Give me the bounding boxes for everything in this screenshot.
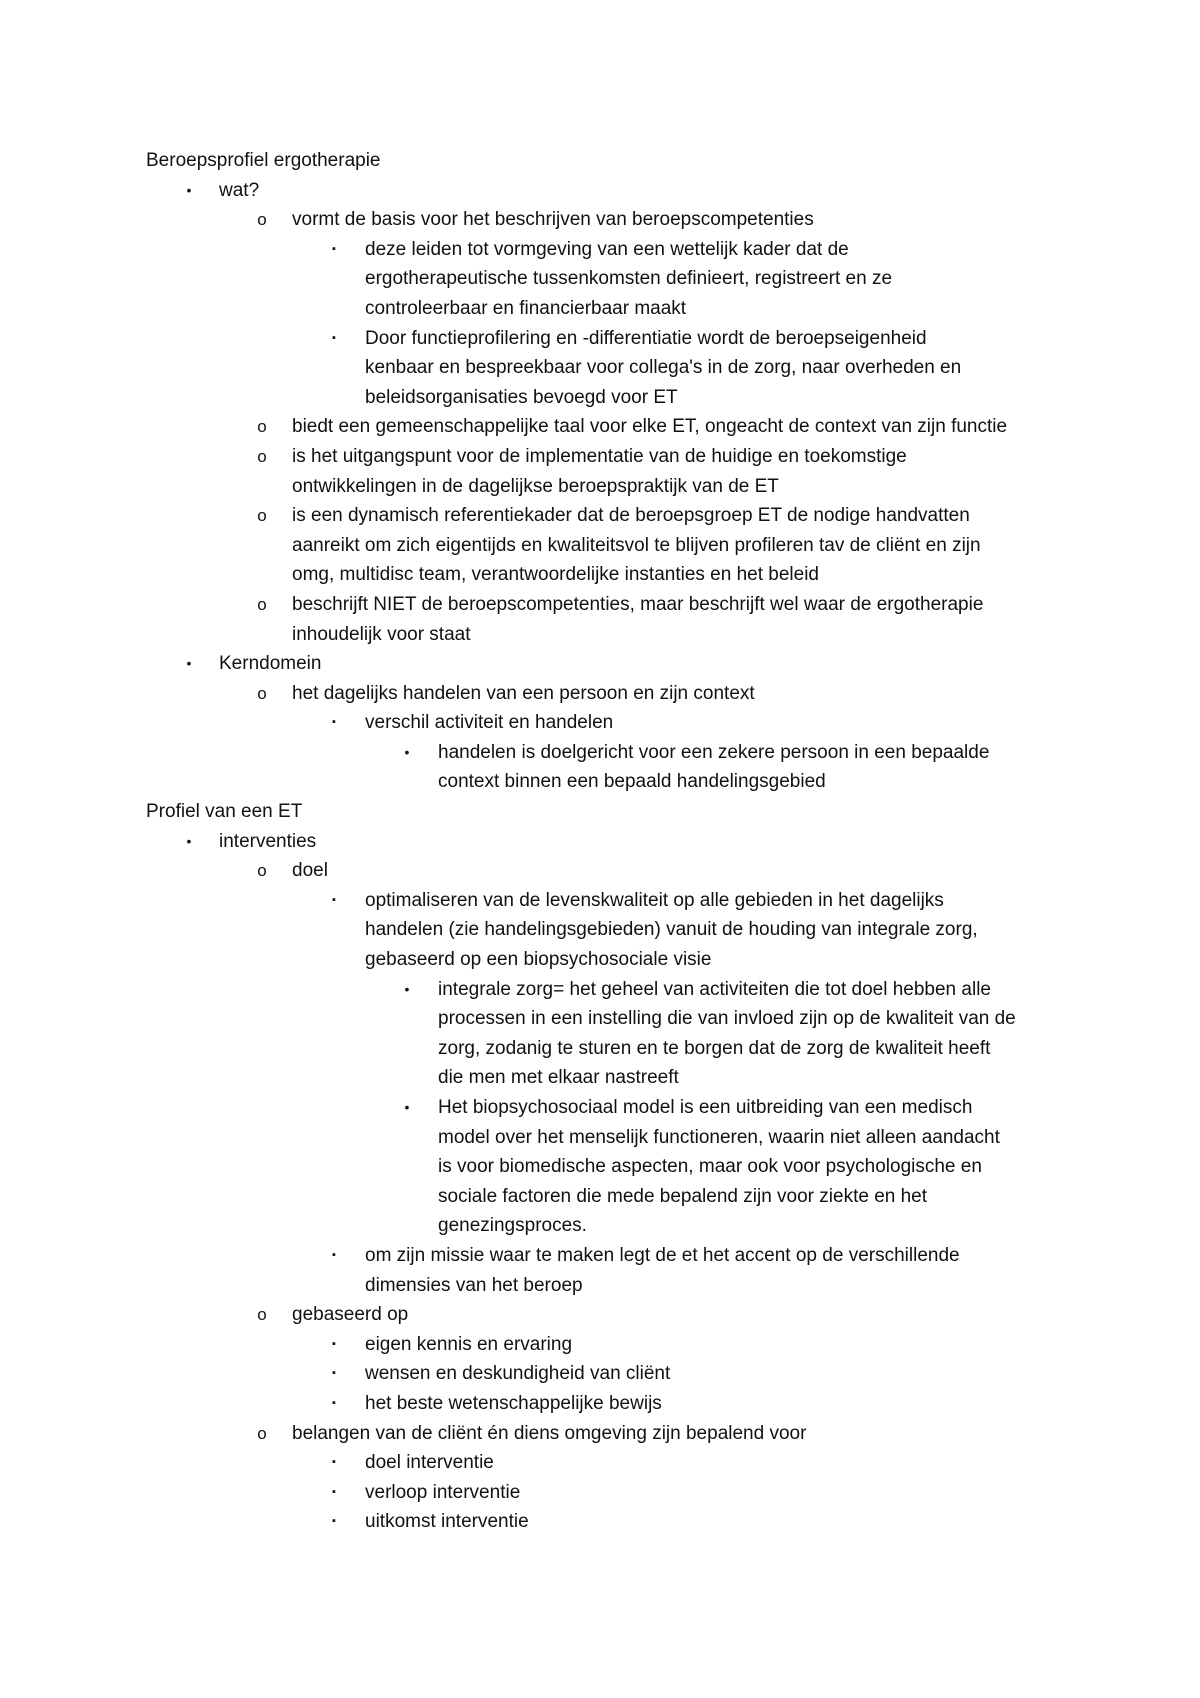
list-item: ▪ eigen kennis en ervaring — [146, 1330, 1076, 1360]
list-item-continuation: processen in een instelling die van invloed zijn op de kwaliteit van de — [438, 1008, 1016, 1030]
list-item: • interventies — [146, 827, 1076, 857]
list-item: o is een dynamisch referentiekader dat de beroepsgroep ET de nodige handvatten — [146, 501, 1076, 531]
list-item: • Kerndomein — [146, 649, 1076, 679]
list-item-continuation: controleerbaar en financierbaar maakt — [365, 297, 687, 319]
document-content — [146, 146, 1076, 1537]
list-item: • wat? — [146, 176, 1076, 206]
list-item-continuation: model over het menselijk functioneren, waarin niet alleen aandacht — [438, 1126, 1000, 1148]
bullet-circle: o — [257, 210, 267, 230]
list-item-continuation: die men met elkaar nastreeft — [438, 1067, 679, 1089]
list-item: o gebaseerd op — [146, 1300, 1076, 1330]
list-item: o vormt de basis voor het beschrijven van beroepscompetenties — [146, 205, 1076, 235]
list-item-continuation: is voor biomedische aspecten, maar ook voor psychologische en — [438, 1156, 982, 1178]
list-item: ▪ deze leiden tot vormgeving van een wettelijk kader dat de — [146, 235, 1076, 265]
list-item: o beschrijft NIET de beroepscompetenties, maar beschrijft wel waar de ergotherapie — [146, 590, 1076, 620]
list-item: ▪ het beste wetenschappelijke bewijs — [146, 1389, 1076, 1419]
bullet-square: ▪ — [332, 1485, 336, 1498]
list-item-continuation: inhoudelijk voor staat — [292, 623, 471, 645]
bullet-circle: o — [257, 594, 267, 614]
list-item-continuation: ergotherapeutische tussenkomsten definieert, registreert en ze — [365, 268, 893, 290]
list-item-continuation: zorg, zodanig te sturen en te borgen dat de zorg de kwaliteit heeft — [438, 1037, 991, 1059]
bullet-square: ▪ — [332, 331, 336, 344]
bullet-square: ▪ — [332, 1367, 336, 1380]
list-item: ▪ om zijn missie waar te maken legt de et het accent op de verschillende — [146, 1241, 1076, 1271]
list-item: ▪ Door functieprofilering en -differentiatie wordt de beroepseigenheid — [146, 324, 1076, 354]
bullet-circle: o — [257, 683, 267, 703]
list-item-continuation: kenbaar en bespreekbaar voor collega's in de zorg, naar overheden en — [365, 357, 962, 379]
list-item-continuation: omg, multidisc team, verantwoordelijke instanties en het beleid — [292, 564, 819, 586]
list-item: ▪ uitkomst interventie — [146, 1507, 1076, 1537]
list-item: • handelen is doelgericht voor een zekere persoon in een bepaalde — [146, 738, 1076, 768]
title-text: Beroepsprofiel ergotherapie — [146, 150, 381, 171]
bullet-circle: o — [257, 506, 267, 526]
bullet-square: ▪ — [332, 1337, 336, 1350]
bullet-square: ▪ — [332, 1515, 336, 1528]
section-heading: Profiel van een ET — [146, 801, 303, 823]
bullet-dot: • — [404, 1099, 410, 1115]
bullet-circle: o — [257, 861, 267, 881]
bullet-dot: • — [186, 655, 192, 672]
list-item: ▪ verloop interventie — [146, 1478, 1076, 1508]
list-item-continuation: sociale factoren die mede bepalend zijn voor ziekte en het — [438, 1185, 928, 1207]
list-item: o is het uitgangspunt voor de implementatie van de huidige en toekomstige — [146, 442, 1076, 472]
bullet-square: ▪ — [332, 1248, 336, 1261]
bullet-circle: o — [257, 446, 267, 466]
list-item: o het dagelijks handelen van een persoon en zijn context — [146, 679, 1076, 709]
list-item: o belangen van de cliënt én diens omgeving zijn bepalend voor — [146, 1419, 1076, 1449]
bullet-square: ▪ — [332, 716, 336, 729]
bullet-circle: o — [257, 1305, 267, 1325]
bullet-square: ▪ — [332, 1456, 336, 1469]
list-item-continuation: ontwikkelingen in de dagelijkse beroepspraktijk van de ET — [292, 475, 779, 497]
list-item: • integrale zorg= het geheel van activiteiten die tot doel hebben alle — [146, 975, 1076, 1005]
bullet-dot: • — [404, 743, 410, 760]
list-item-continuation: genezingsproces. — [438, 1215, 587, 1237]
list-item: • Het biopsychosociaal model is een uitbreiding van een medisch — [146, 1093, 1076, 1123]
bullet-dot: • — [404, 980, 410, 997]
list-item-continuation: handelen (zie handelingsgebieden) vanuit de houding van integrale zorg, — [365, 919, 978, 941]
bullet-circle: o — [257, 417, 267, 437]
list-item-continuation: aanreikt om zich eigentijds en kwaliteitsvol te blijven profileren tav de cliënt en zijn — [292, 534, 981, 556]
list-item: o biedt een gemeenschappelijke taal voor elke ET, ongeacht de context van zijn functie — [146, 412, 1076, 442]
list-item: ▪ verschil activiteit en handelen — [146, 708, 1076, 738]
bullet-dot: • — [186, 832, 192, 849]
list-item: o doel — [146, 856, 1076, 886]
list-item: ▪ optimaliseren van de levenskwaliteit op alle gebieden in het dagelijks — [146, 886, 1076, 916]
list-item-continuation: context binnen een bepaald handelingsgebied — [438, 771, 826, 793]
bullet-square: ▪ — [332, 1396, 336, 1409]
document-title — [146, 146, 1076, 176]
list-item-continuation: gebaseerd op een biopsychosociale visie — [365, 949, 712, 971]
bullet-dot: • — [186, 181, 192, 198]
list-item: ▪ wensen en deskundigheid van cliënt — [146, 1359, 1076, 1389]
list-item-continuation: beleidsorganisaties bevoegd voor ET — [365, 386, 678, 408]
bullet-circle: o — [257, 1423, 267, 1443]
list-item: ▪ doel interventie — [146, 1448, 1076, 1478]
bullet-square: ▪ — [332, 242, 336, 255]
bullet-square: ▪ — [332, 893, 336, 906]
list-item-continuation: dimensies van het beroep — [365, 1274, 583, 1296]
